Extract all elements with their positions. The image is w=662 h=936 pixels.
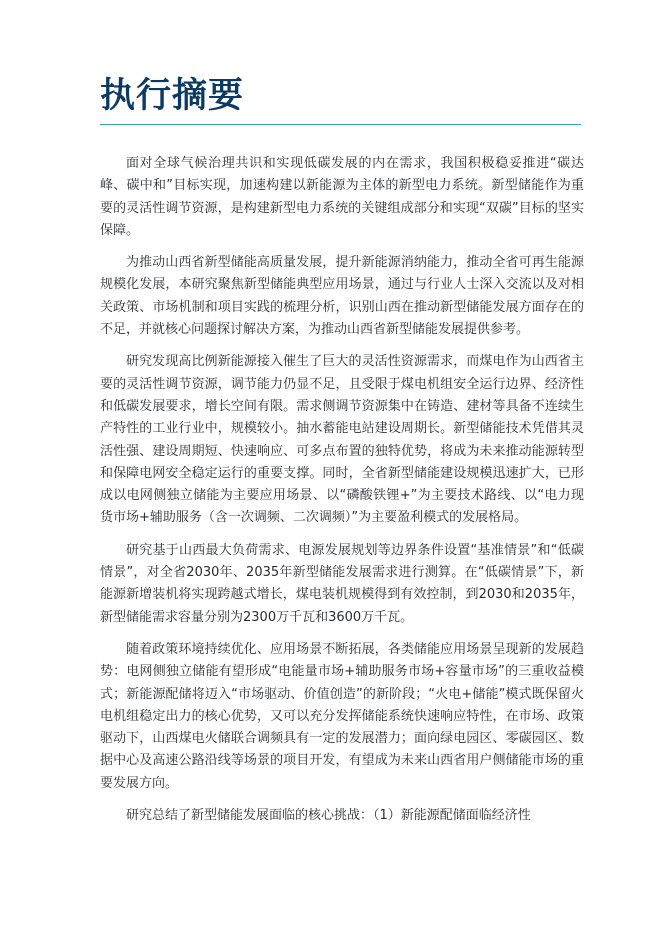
paragraph-1: 面对全球气候治理共识和实现低碳发展的内在需求，我国积极稳妥推进“碳达峰、碳中和”目标实现，加速构建以新能源为主体的新型电力系统。新型储能作为重要的灵活性调节资源，是构建新型电力系统的关键组成部分和实现“双碳”目标的坚实保障。 [100,156,584,238]
paragraph-6: 研究总结了新型储能发展面临的核心挑战：（1）新能源配储面临经济性 [126,808,531,824]
paragraph-5: 随着政策环境持续优化、应用场景不断拓展，各类储能应用场景呈现新的发展趋势：电网侧独立储能有望形成“电能量市场+辅助服务市场+容量市场”的三重收益模式；新能源配储将迈入“市场驱动、价值创造”的新阶段；“火电+储能”模式既保留火电机组稳定出力的核心优势，又可以充分发挥储能系统快速响应特性，在市场、政策驱动下，山西煤电火储联合调频具有一定的发展潜力；面向绿电园区、零碳园区、数据中心及高速公路沿线等场景的项目开发，有望成为未来山西省用户侧储能市场的重要发展方向。 [100,641,584,791]
title-divider [100,124,581,125]
summary-body [100,153,584,837]
paragraph-2: 为推动山西省新型储能高质量发展，提升新能源消纳能力，推动全省可再生能源规模化发展，本研究聚焦新型储能典型应用场景，通过与行业人士深入交流以及对相关政策、市场机制和项目实践的梳理分析，识别山西在推动新型储能发展方面存在的不足，并就核心问题探讨解决方案，为推动山西省新型储能发展提供参考。 [100,255,584,338]
page-title: 执行摘要 [100,76,245,116]
paragraph-4: 研究基于山西最大负荷需求、电源发展规划等边界条件设置“基准情景”和“低碳情景”，对全省2030年、2035年新型储能发展需求进行测算。在“低碳情景”下，新能源新增装机将实现跨越式增长，煤电装机规模得到有效控制，到2030和2035年，新型储能需求容量分别为2300万千瓦和3600万千瓦。 [100,542,584,625]
paragraph-3: 研究发现高比例新能源接入催生了巨大的灵活性资源需求，而煤电作为山西省主要的灵活性调节资源，调节能力仍显不足，且受限于煤电机组安全运行边界、经济性和低碳发展要求，增长空间有限。需求侧调节资源集中在铸造、建材等具备不连续生产特性的工业行业中，规模较小。抽水蓄能电站建设周期长。新型储能技术凭借其灵活性强、建设周期短、快速响应、可多点布置的独特优势，将成为未来推动能源转型和保障电网安全稳定运行的重要支撑。同时，全省新型储能建设规模迅速扩大，已形成以电网侧独立储能为主要应用场景、以“磷酸铁锂+”为主要技术路线、以“电力现货市场+辅助服务（含一次调频、二次调频）”为主要盈利模式的发展格局。 [100,354,584,526]
